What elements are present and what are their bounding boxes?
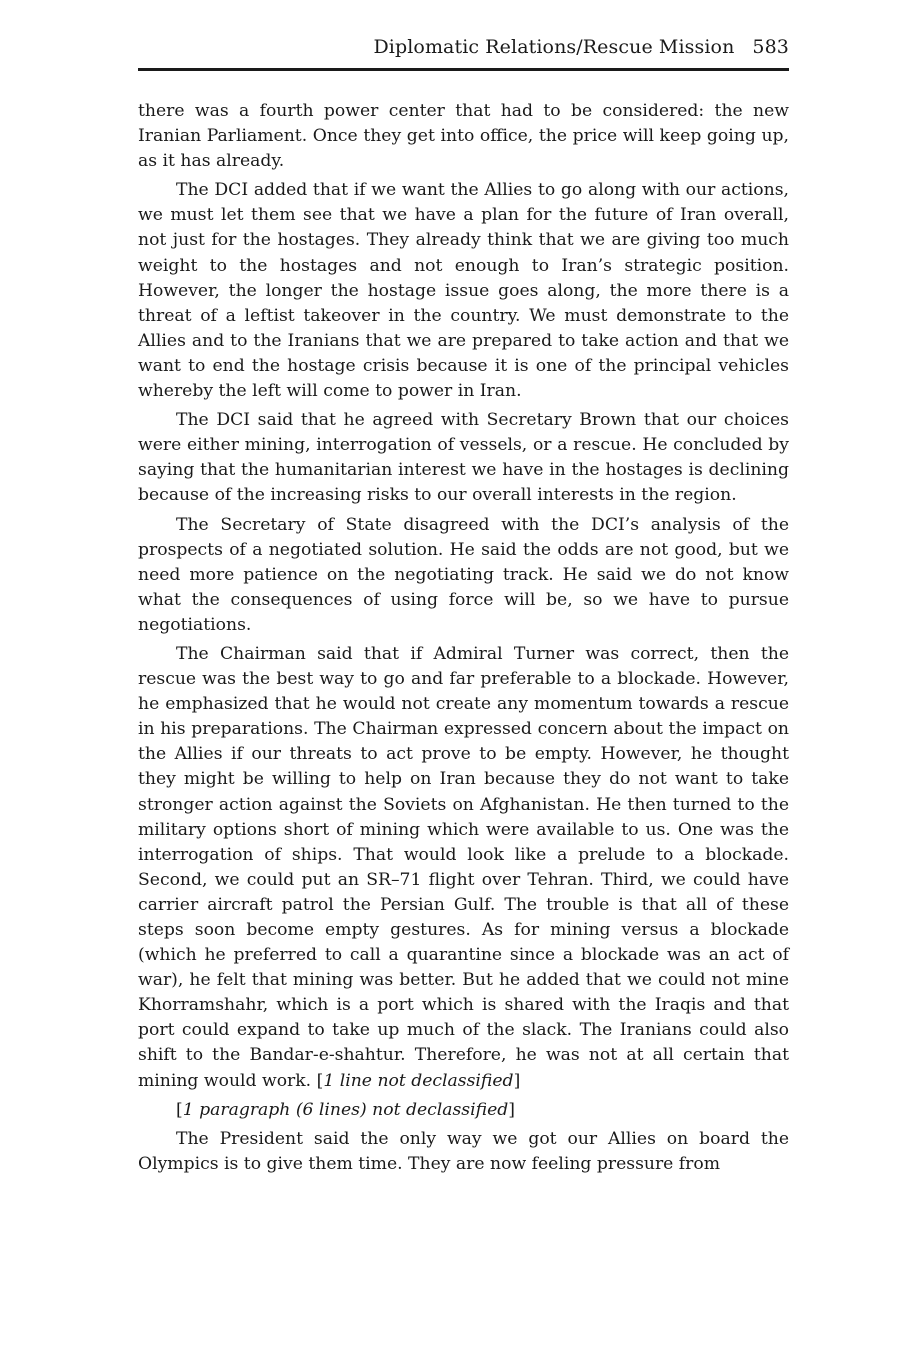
paragraph-3 (138, 408, 789, 508)
paragraph-4 (138, 513, 789, 638)
redaction-note-1: 1 line not declassified (323, 1070, 514, 1091)
running-header (373, 36, 789, 58)
redaction-note-open-bracket: [ (176, 1099, 183, 1120)
redaction-note-open-bracket: [ (316, 1070, 324, 1091)
paragraph-1-text: there was a fourth power center that had to be considered: the new Iranian Parliament. Once they get into office, the price will keep going up, as it has already. (138, 101, 789, 172)
redaction-note-2: 1 paragraph (6 lines) not declassified (182, 1099, 509, 1120)
paragraph-3-text: The DCI said that he agreed with Secretary Brown that our choices were either mining, interrogation of vessels, or a rescue. He concluded by saying that the humanitarian interest we have in the hostages is declining because of the increasing risks to our overall interests in the region. (138, 410, 789, 506)
paragraph-6 (138, 1098, 789, 1123)
running-title: Diplomatic Relations/Rescue Mission (373, 36, 735, 58)
paragraph-4-text: The Secretary of State disagreed with the DCI’s analysis of the prospects of a negotiated solution. He said the odds are not good, but we need more patience on the negotiating track. He said we do not know what the consequences of using force will be, so we have to pursue negotiations. (138, 514, 789, 635)
paragraph-7 (138, 1127, 789, 1177)
paragraph-2-text: The DCI added that if we want the Allies to go along with our actions, we must let them see that we have a plan for the future of Iran overall, not just for the hostages. They already think that we are giving too much weight to the hostages and not enough to Iran’s strategic position. However, the longer the hostage issue goes along, the more there is a threat of a leftist takeover in the country. We must demonstrate to the Allies and to the Iranians that we are prepared to take action and that we want to end the hostage crisis because it is one of the principal vehicles whereby the left will come to power in Iran. (138, 180, 789, 402)
paragraph-5-text: The Chairman said that if Admiral Turner was correct, then the rescue was the best way to go and far preferable to a blockade. However, he emphasized that he would not create any momentum towards a rescue in his preparations. The Chairman expressed concern about the impact on the Allies if our threats to act prove to be empty. However, he thought they might be willing to help on Iran because they do not want to take stronger action against the Soviets on Afghanistan. He then turned to the military options short of mining which were available to us. One was the interrogation of ships. That would look like a prelude to a blockade. Second, we could put an SR–71 flight over Tehran. Third, we could have carrier aircraft patrol the Persian Gulf. The trouble is that all of these steps soon become empty gestures. As for mining versus a blockade (which he preferred to call a quarantine since a blockade was an act of war), he felt that mining was better. But he added that we could not mine Khorramshahr, which is a port which is shared with the Iraqis and that port could expand to take up much of the slack. The Iranians could also shift to the Bandar-e-shahtur. Therefore, he was not at all certain that mining would work. (138, 643, 789, 1091)
header-rule (138, 68, 789, 71)
paragraph-1 (138, 99, 789, 174)
page-number: 583 (752, 36, 789, 58)
paragraph-2 (138, 178, 789, 404)
paragraph-5 (138, 642, 789, 1094)
redaction-note-close-bracket: ] (513, 1070, 521, 1091)
redaction-note-close-bracket: ] (508, 1099, 515, 1120)
body-text (138, 99, 789, 1181)
paragraph-7-text: The President said the only way we got our Allies on board the Olympics is to give them time. They are now feeling pressure from (138, 1128, 789, 1174)
